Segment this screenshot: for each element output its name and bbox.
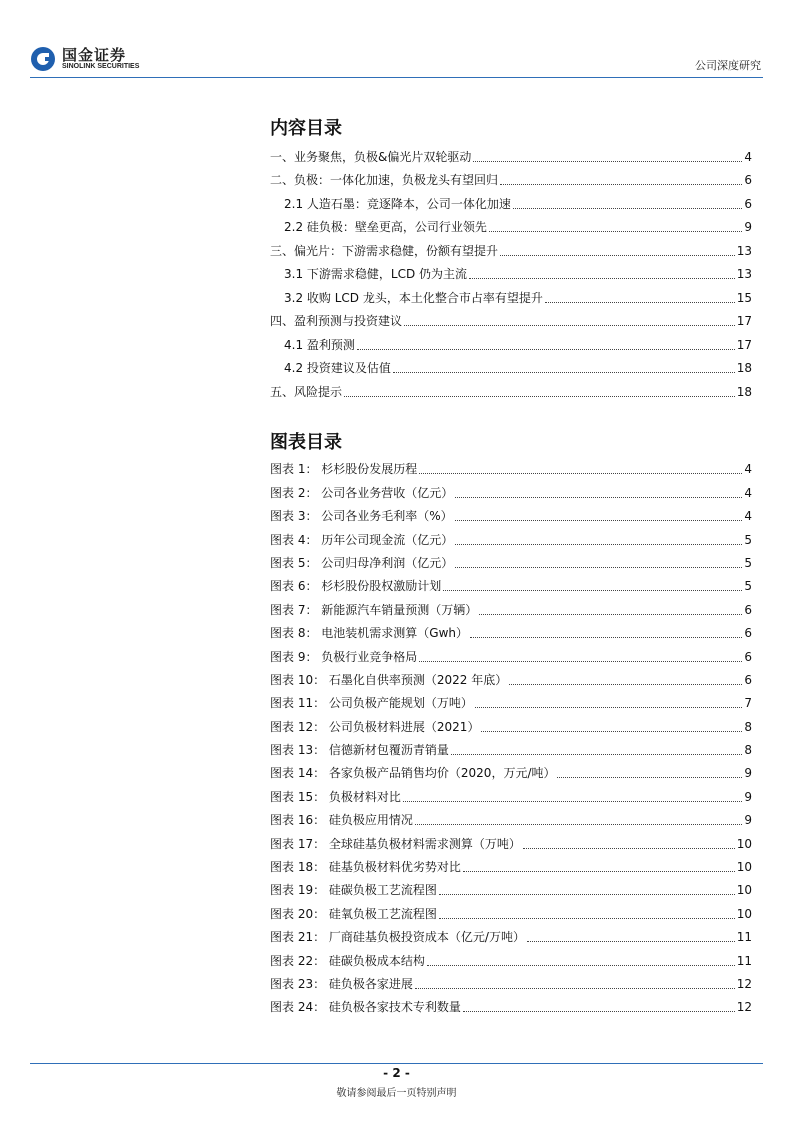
contents-entry-page: 17: [736, 314, 752, 328]
disclaimer-note: 敬请参阅最后一页特别声明: [336, 1088, 457, 1099]
figure-entry-page: 10: [736, 836, 752, 851]
contents-entry-title: 三、偏光片：下游需求稳健，份额有望提升: [270, 243, 499, 258]
figure-entry-page: 12: [736, 1000, 752, 1015]
dot-leader: [470, 637, 742, 638]
contents-entry[interactable]: [270, 165, 752, 189]
dot-leader: [489, 231, 742, 232]
contents-entry[interactable]: [270, 282, 752, 306]
dot-leader: [455, 497, 742, 498]
dot-leader: [475, 707, 742, 708]
figure-entry[interactable]: [270, 641, 752, 664]
dot-leader: [469, 278, 735, 279]
contents-entry-title: 4.1 盈利预测: [284, 337, 355, 352]
contents-entry-title: 2.2 硅负极：壁垒更高，公司行业领先: [284, 220, 487, 234]
page-number: - 2 -: [383, 1066, 410, 1080]
dot-leader: [479, 614, 742, 615]
contents-entry[interactable]: [270, 259, 752, 283]
page-header: [0, 0, 793, 80]
dot-leader: [523, 848, 735, 849]
figure-entry[interactable]: [270, 758, 752, 781]
figure-entry-title: 图表 14： 各家负极产品销售均价（2020，万元/吨）: [270, 766, 556, 781]
figure-entry-title: 图表 2： 公司各业务营收（亿元）: [270, 485, 454, 500]
figure-entry[interactable]: [270, 501, 752, 524]
figure-entry[interactable]: [270, 688, 752, 711]
figure-entry-title: 图表 12： 公司负极材料进展（2021）: [270, 719, 480, 734]
figure-entry[interactable]: [270, 735, 752, 758]
figure-entry-page: 5: [744, 579, 752, 594]
figure-entry-page: 7: [744, 696, 752, 711]
dot-leader: [500, 184, 742, 185]
dot-leader: [455, 544, 742, 545]
dot-leader: [427, 965, 735, 966]
figure-entry-page: 9: [744, 813, 752, 828]
figure-entry-page: 9: [744, 789, 752, 804]
figure-entry[interactable]: [270, 571, 752, 594]
dot-leader: [357, 349, 735, 350]
figure-entry[interactable]: [270, 594, 752, 617]
figure-entry-page: 11: [736, 953, 752, 968]
figure-entry-title: 图表 23： 硅负极各家进展: [270, 976, 413, 991]
contents-entry-page: 13: [736, 267, 752, 281]
figure-entry-page: 10: [736, 883, 752, 898]
figure-entry-page: 11: [736, 930, 752, 945]
figure-entry-page: 8: [744, 719, 752, 734]
dot-leader: [403, 801, 742, 802]
contents-entry-title: 二、负极：一体化加速，负极龙头有望回归: [270, 173, 499, 187]
figure-entry-title: 图表 1： 杉杉股份发展历程: [270, 462, 418, 477]
dot-leader: [439, 918, 735, 919]
contents-entry[interactable]: [270, 329, 752, 353]
figure-entry-page: 10: [736, 860, 752, 875]
figure-entry[interactable]: [270, 922, 752, 945]
contents-entry-page: 18: [736, 361, 752, 375]
dot-leader: [473, 161, 742, 162]
figures-list: [270, 454, 752, 1015]
footer-divider: [30, 1063, 763, 1064]
figure-entry-title: 图表 7： 新能源汽车销量预测（万辆）: [270, 602, 478, 617]
dot-leader: [415, 824, 742, 825]
dot-leader: [451, 754, 742, 755]
contents-entry-page: 9: [744, 220, 752, 234]
figure-entry-page: 12: [736, 976, 752, 991]
contents-entry-page: 6: [744, 196, 752, 211]
figure-entry-title: 图表 8： 电池装机需求测算（Gwh）: [270, 626, 468, 641]
contents-entry-title: 3.2 收购 LCD 龙头，本土化整合市占率有望提升: [284, 290, 543, 305]
company-logo: [30, 44, 150, 76]
toc-title: 内容目录: [270, 118, 342, 139]
figure-entry-title: 图表 15： 负极材料对比: [270, 789, 401, 804]
figure-entry-title: 图表 11： 公司负极产能规划（万吨）: [270, 696, 473, 711]
dot-leader: [513, 208, 742, 209]
dot-leader: [455, 520, 743, 521]
figure-entry-title: 图表 19： 硅碳负极工艺流程图: [270, 883, 437, 898]
figure-entry[interactable]: [270, 992, 752, 1015]
figure-entry-title: 图表 3： 公司各业务毛利率（%）: [270, 509, 453, 524]
dot-leader: [419, 661, 742, 662]
contents-entry[interactable]: [270, 306, 752, 330]
contents-entry-page: 6: [744, 173, 752, 187]
dot-leader: [557, 777, 742, 778]
figure-entry[interactable]: [270, 477, 752, 500]
contents-entry[interactable]: [270, 353, 752, 377]
figure-entry-title: 图表 10： 石墨化自供率预测（2022 年底）: [270, 672, 508, 687]
contents-entry-page: 13: [736, 243, 752, 258]
contents-entry[interactable]: [270, 235, 752, 259]
contents-list: [270, 141, 752, 400]
figure-entry-page: 6: [744, 649, 752, 664]
contents-entry-title: 3.1 下游需求稳健，LCD 仍为主流: [284, 267, 468, 281]
contents-entry-title: 四、盈利预测与投资建议: [270, 314, 403, 328]
contents-entry-title: 4.2 投资建议及估值: [284, 361, 391, 375]
figure-entry[interactable]: [270, 711, 752, 734]
dot-leader: [404, 325, 735, 326]
figure-entry[interactable]: [270, 805, 752, 828]
contents-entry-title: 2.1 人造石墨：竞逐降本，公司一体化加速: [284, 196, 511, 211]
figure-entry[interactable]: [270, 898, 752, 921]
contents-entry[interactable]: [270, 212, 752, 236]
dot-leader: [527, 941, 735, 942]
logo-english-name: SINOLINK SECURITIES: [62, 63, 140, 70]
figure-entry-title: 图表 24： 硅负极各家技术专利数量: [270, 1000, 461, 1015]
figure-entry-page: 5: [744, 532, 752, 547]
figure-entry[interactable]: [270, 524, 752, 547]
dot-leader: [419, 473, 742, 474]
figure-entry[interactable]: [270, 548, 752, 571]
figure-entry-page: 6: [744, 602, 752, 617]
figure-entry-page: 10: [736, 906, 752, 921]
contents-entry[interactable]: [270, 188, 752, 212]
figure-entry-page: 4: [744, 509, 752, 524]
figure-entry[interactable]: [270, 618, 752, 641]
figure-entry-title: 图表 17： 全球硅基负极材料需求测算（万吨）: [270, 836, 521, 851]
header-divider: [30, 77, 763, 78]
figure-entry-title: 图表 4： 历年公司现金流（亿元）: [270, 532, 454, 547]
contents-entry-title: 五、风险提示: [270, 384, 343, 399]
dot-leader: [545, 302, 735, 303]
contents-entry-page: 17: [736, 337, 752, 352]
figure-entry-page: 5: [744, 555, 752, 570]
figure-entry-title: 图表 16： 硅负极应用情况: [270, 813, 413, 828]
logo-chinese-name: 国金证券: [62, 46, 127, 64]
dot-leader: [455, 567, 742, 568]
contents-entry[interactable]: [270, 376, 752, 400]
figure-entry-page: 4: [744, 485, 752, 500]
figure-entry[interactable]: [270, 875, 752, 898]
contents-entry[interactable]: [270, 141, 752, 165]
dot-leader: [439, 894, 735, 895]
figure-entry-title: 图表 9： 负极行业竞争格局: [270, 649, 418, 664]
dot-leader: [344, 396, 735, 397]
figure-entry-page: 8: [744, 743, 752, 758]
dot-leader: [463, 871, 735, 872]
figure-entry[interactable]: [270, 781, 752, 804]
figure-entry-page: 6: [744, 626, 752, 641]
figure-entry[interactable]: [270, 945, 752, 968]
figures-title: 图表目录: [270, 432, 342, 453]
dot-leader: [509, 684, 742, 685]
figure-entry-page: 6: [744, 672, 752, 687]
figure-entry-page: 4: [744, 462, 752, 477]
figure-entry[interactable]: [270, 454, 752, 477]
figure-entry-title: 图表 21： 厂商硅基负极投资成本（亿元/万吨）: [270, 930, 525, 945]
figure-entry-title: 图表 6： 杉杉股份股权激励计划: [270, 579, 442, 594]
figure-entry-title: 图表 5： 公司归母净利润（亿元）: [270, 555, 454, 570]
figure-entry[interactable]: [270, 828, 752, 851]
figure-entry-title: 图表 18： 硅基负极材料优劣势对比: [270, 860, 461, 875]
sinolink-logo-icon: [30, 46, 56, 72]
figure-entry[interactable]: [270, 969, 752, 992]
figure-entry[interactable]: [270, 852, 752, 875]
report-type-label: 公司深度研究: [695, 59, 761, 72]
contents-entry-page: 4: [744, 149, 752, 164]
dot-leader: [500, 255, 735, 256]
contents-entry-title: 一、业务聚焦，负极&偏光片双轮驱动: [270, 149, 472, 164]
figure-entry-page: 9: [744, 766, 752, 781]
dot-leader: [393, 372, 735, 373]
contents-entry-page: 18: [736, 384, 752, 399]
figure-entry-title: 图表 20： 硅氧负极工艺流程图: [270, 906, 437, 921]
figure-entry-title: 图表 22： 硅碳负极成本结构: [270, 953, 425, 968]
figure-entry[interactable]: [270, 665, 752, 688]
dot-leader: [443, 590, 742, 591]
dot-leader: [463, 1011, 735, 1012]
figure-entry-title: 图表 13： 信德新材包覆沥青销量: [270, 743, 449, 758]
contents-entry-page: 15: [736, 290, 752, 305]
dot-leader: [415, 988, 735, 989]
dot-leader: [481, 731, 742, 732]
